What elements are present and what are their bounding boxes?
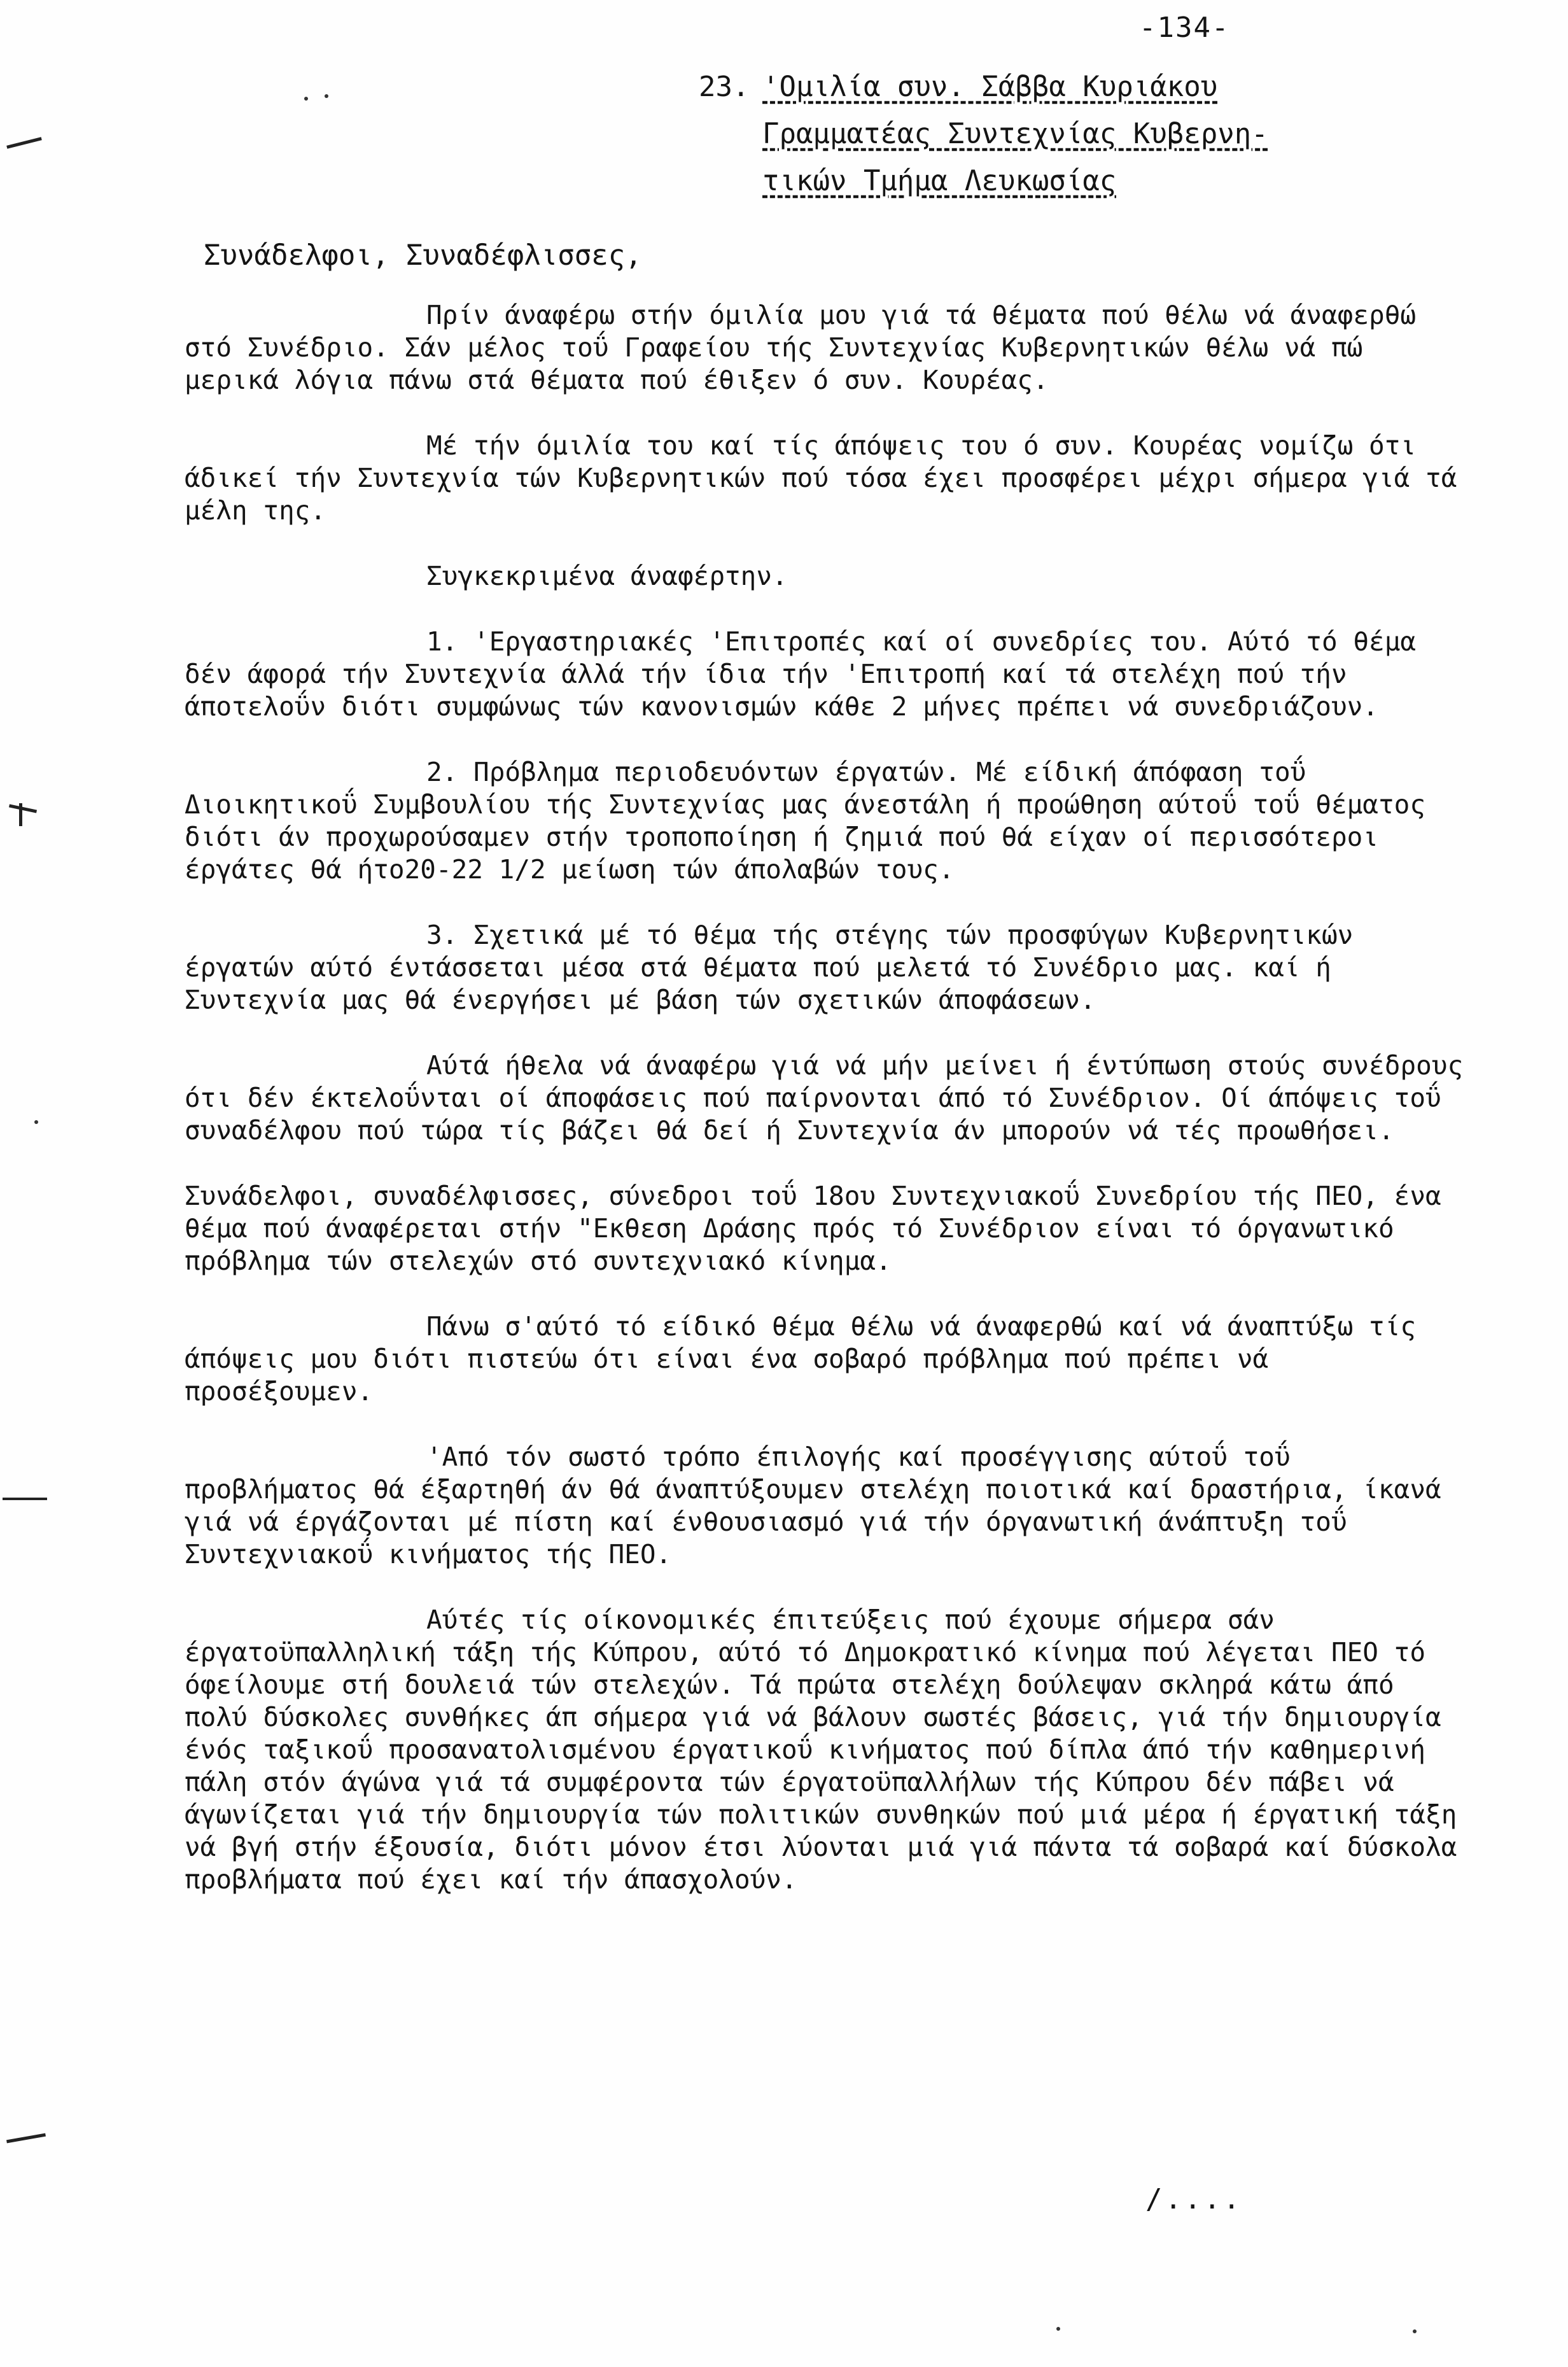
paragraph: Συνάδελφοι, συναδέλφισσες, σύνεδροι τοΰ 18ου Συντεχνιακοΰ Συνεδρίου τής ΠΕΟ, ένα θέμα πού άναφέρεται στήν "Εκθεση Δράσης πρός τό Συνέδριον είναι τό όργανωτικό πρόβλημα τών στελεχών στό συντεχνιακό κίνημα. (185, 1181, 1457, 1276)
speaker-role: Γραμματέας Συντεχνίας Κυβερνη- (762, 118, 1268, 150)
speaker-department: τικών Τμήμα Λευκωσίας (762, 165, 1117, 197)
scan-speck (325, 94, 328, 98)
margin-mark (9, 804, 37, 813)
heading-line-2 (699, 111, 1268, 158)
paragraph: Αύτές τίς οίκονομικές έπιτεύξεις πού έχουμε σήμερα σάν έργατοϋπαλληλική τάξη τής Κύπρου, αύτό τό Δημοκρατικό κίνημα πού λέγεται ΠΕΟ τό όφείλουμε στή δουλειά τών στελεχών. Τά πρώτα στελέχη δούλεψαν σκληρά κάτω άπό πολύ δύσκολες συνθήκες άπ σήμερα γιά νά βάλουν σωστές βάσεις, γιά τήν δημιουργία ένός ταξικοΰ προσανατολισμένου έργατικοΰ κινήματος πού δίπλα άπό τήν καθημερινή πάλη στόν άγώνα γιά τά συμφέροντα τών έργατοϋπαλλήλων τής Κύπρου δέν πάβει νά άγωνίζεται γιά τήν δημιουργία τών πολιτικών συνθηκών πού μιά μέρα ή έργατική τάξη νά βγή στήν έξουσία, διότι μόνον έτσι λύονται μιά γιά πάντα τά σοβαρά καί δύσκολα προβλήματα πού έχει καί τήν άπασχολούν. (185, 1605, 1473, 1895)
paragraph: 3. Σχετικά μέ τό θέμα τής στέγης τών προσφύγων Κυβερνητικών έργατών αύτό έντάσσεται μέσα στά θέματα πού μελετά τό Συνέδριο μας. καί ή Συντεχνία μας θά ένεργήσει μέ βάση τών σχετικών άποφάσεων. (185, 920, 1369, 1015)
continuation-mark: /.... (1145, 2183, 1243, 2216)
heading-line-3 (699, 158, 1268, 205)
paragraph: Μέ τήν όμιλία του καί τίς άπόψεις του ό συν. Κουρέας νομίζω ότι άδικεί τήν Συντεχνία τών Κυβερνητικών πού τόσα έχει προσφέρει μέχρι σήμερα γιά τά μέλη της. (185, 430, 1473, 526)
margin-mark (19, 803, 22, 826)
paragraph: 2. Πρόβλημα περιοδευόντων έργατών. Μέ είδική άπόφαση τοΰ Διοικητικοΰ Συμβουλίου τής Συντεχνίας μας άνεστάλη ή προώθηση αύτοΰ τοΰ θέματος διότι άν προχωρούσαμεν στήν τροποποίηση ή ζημιά πού θά είχαν οί περισσότεροι έργάτες θά ήτο20-22 1/2 μείωση τών άπολαβών τους. (185, 757, 1441, 885)
margin-mark (6, 137, 42, 148)
paragraph: Πρίν άναφέρω στήν όμιλία μου γιά τά θέματα πού θέλω νά άναφερθώ στό Συνέδριο. Σάν μέλος τοΰ Γραφείου τής Συντεχνίας Κυβερνητικών θέλω νά πώ μερικά λόγια πάνω στά θέματα πού έθιξεν ό συν. Κουρέας. (185, 300, 1432, 395)
speech-body (185, 299, 1479, 1929)
paragraph: Αύτά ήθελα νά άναφέρω γιά νά μήν μείνει ή έντύπωση στούς συνέδρους ότι δέν έκτελοΰνται οί άποφάσεις πού παίρνονται άπό τό Συνέδριον. Οί άπόψεις τοΰ συναδέλφου πού τώρα τίς βάζει θά δεί ή Συντεχνία άν μπορούν νά τές προωθήσει. (185, 1050, 1479, 1146)
paragraph: 'Από τόν σωστό τρόπο έπιλογής καί προσέγγισης αύτοΰ τοΰ προβλήματος θά έξαρτηθή άν θά άναπτύξουμεν στελέχη ποιοτικά καί δραστήρια, ίκανά γιά νά έργάζονται μέ πίστη καί ένθουσιασμό γιά τήν όργανωτική άνάπτυξη τοΰ Συντεχνιακοΰ κινήματος τής ΠΕΟ. (185, 1442, 1457, 1570)
heading-line-1 (699, 64, 1268, 111)
speech-number: 23. (699, 71, 750, 103)
speech-heading (699, 64, 1268, 205)
page-number: -134- (1139, 11, 1230, 44)
scan-speck (1413, 2329, 1417, 2333)
margin-mark (6, 2133, 46, 2144)
paragraph: Συγκεκριμένα άναφέρτην. (426, 561, 788, 591)
paragraph: Πάνω σ'αύτό τό είδικό θέμα θέλω νά άναφερθώ καί νά άναπτύξω τίς άπόψεις μου διότι πιστεύω ότι είναι ένα σοβαρό πρόβλημα πού πρέπει νά προσέξουμεν. (185, 1311, 1432, 1407)
salutation: Συνάδελφοι, Συναδέφλισσες, (204, 239, 642, 272)
scan-speck (1056, 2327, 1060, 2331)
speaker-name: 'Ομιλία συν. Σάββα Κυριάκου (762, 71, 1218, 103)
paragraph: 1. 'Εργαστηριακές 'Επιτροπές καί οί συνεδρίες του. Αύτό τό θέμα δέν άφορά τήν Συντεχνία άλλά τήν ίδια τήν 'Επιτροπή καί τά στελέχη πού τήν άποτελοΰν διότι συμφώνως τών κανονισμών κάθε 2 μήνες πρέπει νά συνεδριάζουν. (185, 626, 1432, 722)
scan-speck (304, 97, 308, 101)
margin-mark (3, 1498, 47, 1500)
scan-speck (34, 1120, 38, 1124)
